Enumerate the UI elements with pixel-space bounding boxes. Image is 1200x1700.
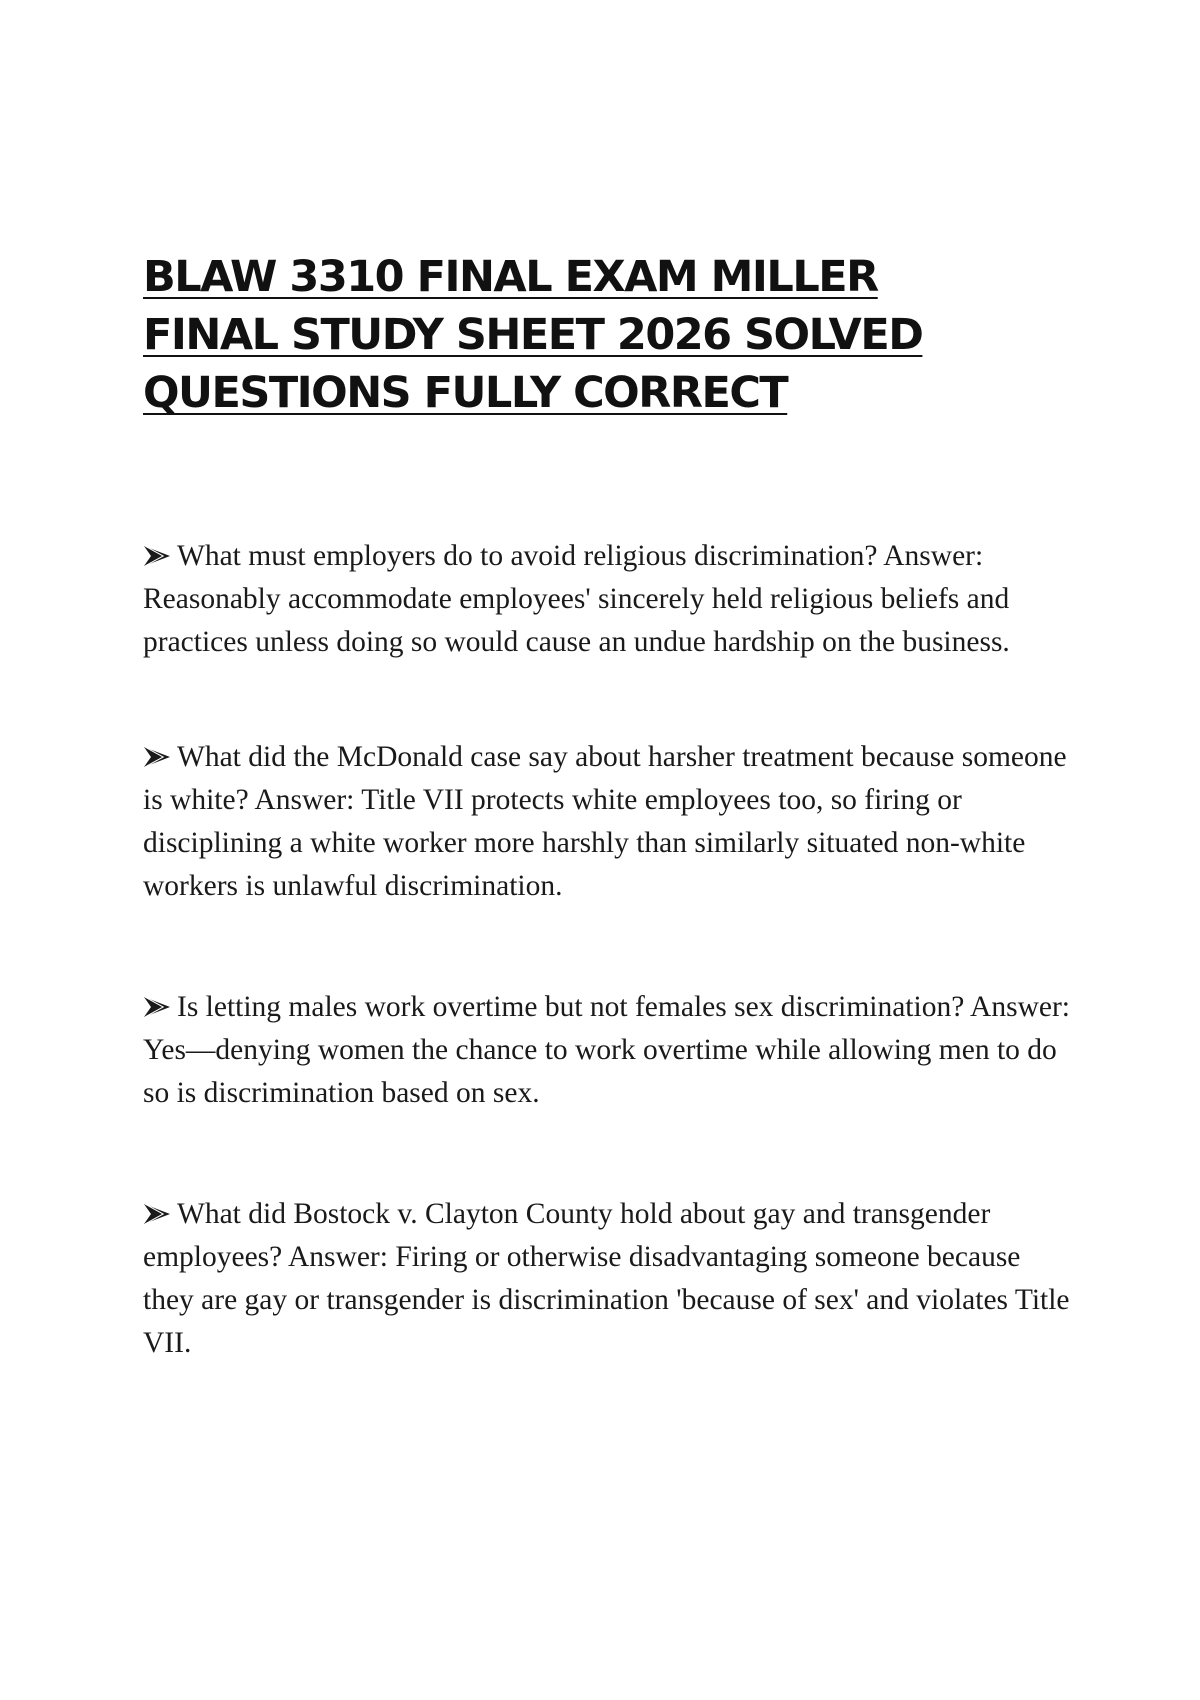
document-title: BLAW 3310 FINAL EXAM MILLER FINAL STUDY SHEET 2026 SOLVED QUESTIONS FULLY CORRECT xyxy=(143,252,923,418)
qa-item xyxy=(143,986,1073,1115)
qa-text: What did the McDonald case say about harsher treatment because someone is white? Answer: Title VII protects white employees too, so firing or disciplining a white worker more harshly than similarly situated non-white workers is unlawful discrimination. xyxy=(143,741,1067,902)
double-arrow-bullet-icon xyxy=(143,996,171,1018)
qa-item xyxy=(143,736,1073,908)
double-arrow-bullet-icon xyxy=(143,545,171,567)
qa-text: What must employers do to avoid religious discrimination? Answer: Reasonably accommodate employees' sincerely held religious beliefs and practices unless doing so would cause an undue hardship on the business. xyxy=(143,540,1010,658)
double-arrow-bullet-icon xyxy=(143,746,171,768)
double-arrow-bullet-icon xyxy=(143,1203,171,1225)
qa-item xyxy=(143,535,1073,664)
qa-list xyxy=(143,535,1073,1437)
qa-text: What did Bostock v. Clayton County hold about gay and transgender employees? Answer: Firing or otherwise disadvantaging someone because they are gay or transgender is discrimination 'because of sex' and violates Title VII. xyxy=(143,1198,1070,1359)
qa-text: Is letting males work overtime but not females sex discrimination? Answer: Yes—denying women the chance to work overtime while allowing men to do so is discrimination based on sex. xyxy=(143,991,1070,1109)
qa-item xyxy=(143,1193,1073,1365)
